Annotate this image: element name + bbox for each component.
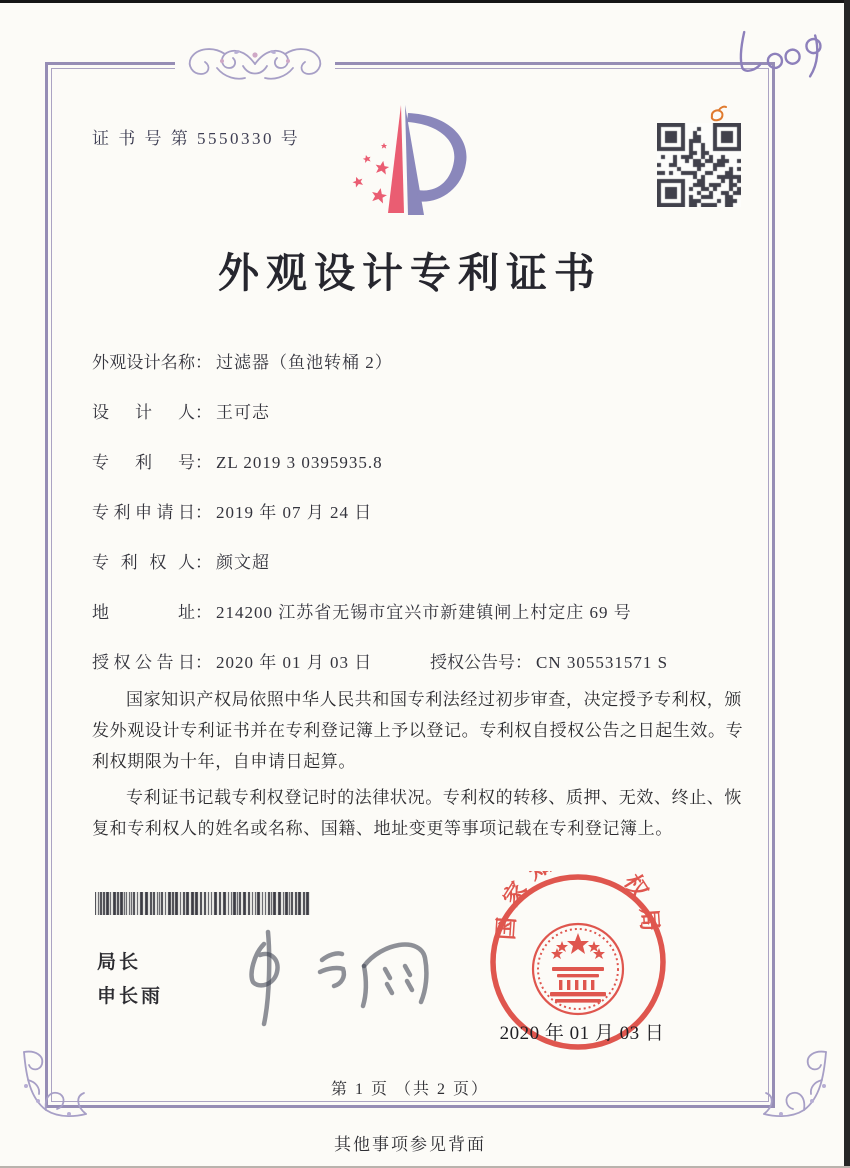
field-value: 2020 年 01 月 03 日 bbox=[216, 653, 373, 672]
field-label: 专利申请日 bbox=[92, 503, 195, 522]
field-grant-date bbox=[92, 648, 752, 674]
cnipa-logo-icon bbox=[338, 99, 490, 227]
field-patent-number bbox=[92, 448, 752, 474]
back-side-note: 其他事项参见背面 bbox=[334, 1135, 486, 1154]
field-colon: ： bbox=[195, 403, 212, 422]
field-value: 2019 年 07 月 24 日 bbox=[216, 503, 373, 522]
top-floral-ornament bbox=[175, 40, 335, 86]
field-value: 214200 江苏省无锡市宜兴市新建镇闸上村定庄 69 号 bbox=[216, 603, 632, 622]
field-label: 外观设计名称 bbox=[92, 353, 195, 372]
field-value: 颜文超 bbox=[216, 553, 270, 572]
field-address bbox=[92, 598, 752, 624]
field-colon: ： bbox=[195, 653, 212, 672]
field-value: 过滤器（鱼池转桶 2） bbox=[216, 353, 393, 372]
field-patentee bbox=[92, 548, 752, 574]
field-colon: ： bbox=[195, 353, 212, 372]
director-title: 局长 bbox=[97, 952, 142, 973]
seal-date: 2020 年 01 月 03 日 bbox=[499, 1023, 665, 1044]
scan-edge-top bbox=[0, 0, 850, 3]
handwritten-annotation-l009 bbox=[727, 14, 830, 91]
field-colon: ： bbox=[515, 653, 532, 672]
certificate-title: 外观设计专利证书 bbox=[218, 250, 602, 296]
field-colon: ： bbox=[195, 453, 212, 472]
director-block bbox=[97, 946, 163, 1014]
field-value: 王可志 bbox=[216, 403, 270, 422]
field-label: 专 利 号 bbox=[92, 453, 195, 472]
field-label: 设 计 人 bbox=[92, 403, 195, 422]
barcode bbox=[95, 892, 311, 915]
field-colon: ： bbox=[195, 603, 212, 622]
seal-text: 国家 权局 bbox=[493, 871, 663, 941]
field-colon: ： bbox=[195, 503, 212, 522]
field-label: 授权公告号 bbox=[430, 653, 515, 672]
scan-edge-right bbox=[844, 0, 850, 1168]
field-colon: ： bbox=[195, 553, 212, 572]
legal-text bbox=[92, 684, 754, 849]
field-designer bbox=[92, 398, 752, 424]
field-label: 授权公告日 bbox=[92, 653, 195, 672]
field-filing-date bbox=[92, 498, 752, 524]
svg-text:国家知识产权局 bbox=[493, 871, 663, 941]
legal-paragraph-2: 专利证书记载专利权登记时的法律状况。专利权的转移、质押、无效、终止、恢复和专利权人的姓名或名称、国籍、地址变更等事项记载在专利登记簿上。 bbox=[92, 788, 742, 838]
field-label: 地 址 bbox=[92, 603, 195, 622]
field-grant-number bbox=[430, 648, 668, 673]
field-label: 专 利 权 人 bbox=[92, 553, 195, 572]
legal-paragraph-1: 国家知识产权局依照中华人民共和国专利法经过初步审查，决定授予专利权，颁发外观设计专利证书并在专利登记簿上予以登记。专利权自授权公告之日起生效。专利权期限为十年，自申请日起算。 bbox=[92, 690, 744, 771]
field-value: CN 305531571 S bbox=[536, 653, 669, 672]
certificate-number: 证 书 号 第 5550330 号 bbox=[92, 129, 301, 148]
field-design-name bbox=[92, 348, 752, 374]
orange-pen-mark bbox=[706, 103, 730, 125]
director-name: 申长雨 bbox=[97, 986, 164, 1007]
director-signature-handwritten bbox=[224, 924, 442, 1032]
qr-code bbox=[657, 123, 741, 207]
seal-national-emblem bbox=[533, 924, 623, 1014]
field-value: ZL 2019 3 0395935.8 bbox=[216, 453, 383, 472]
page-number: 第 1 页 （共 2 页） bbox=[330, 1081, 489, 1098]
